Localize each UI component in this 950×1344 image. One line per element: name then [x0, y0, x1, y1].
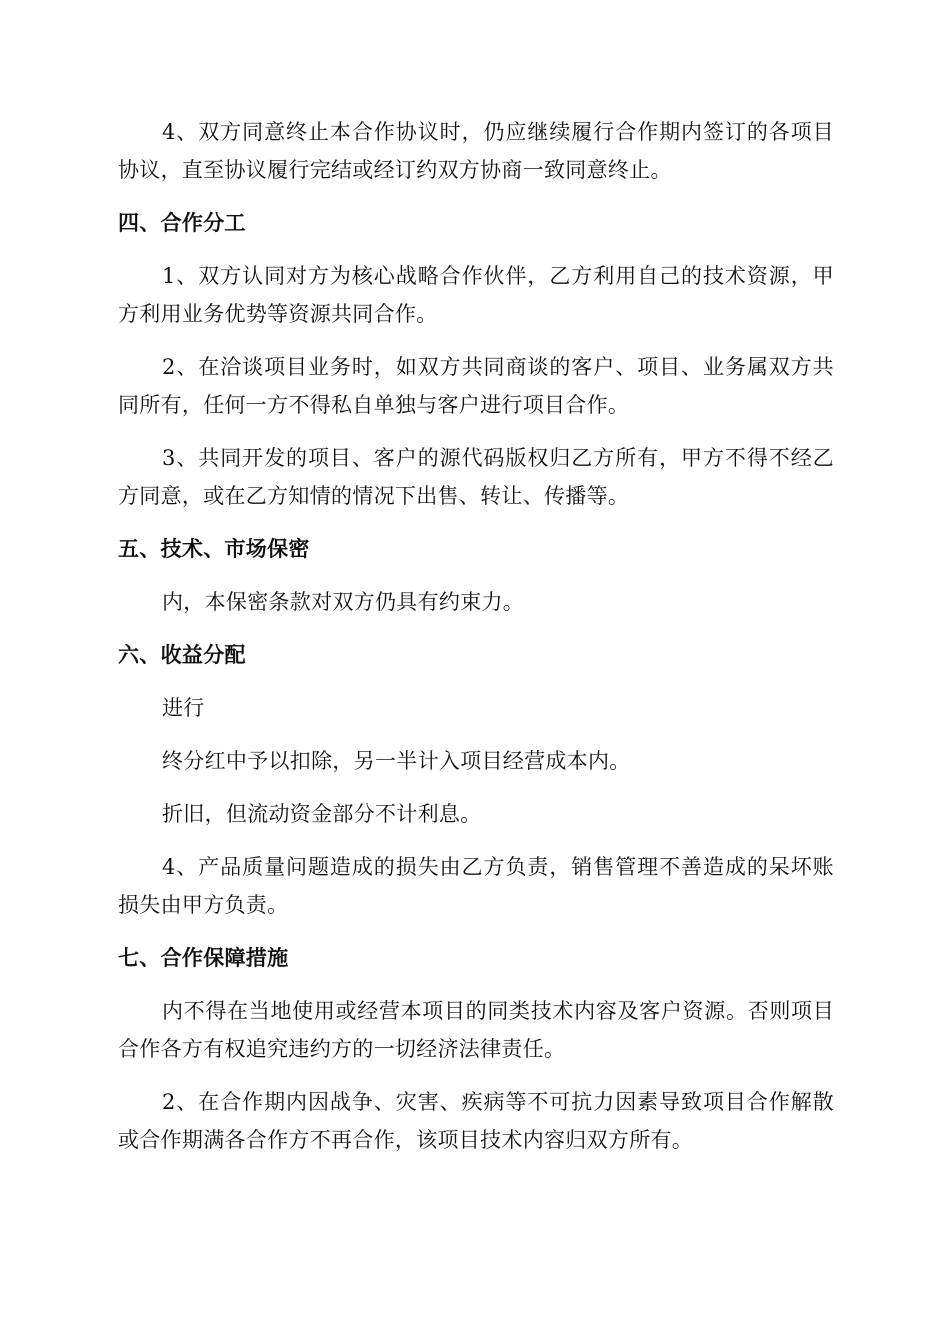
section-heading-profit-distribution: 六、收益分配	[118, 642, 246, 667]
section-heading-safeguards: 七、合作保障措施	[118, 945, 289, 970]
paragraph-profit-proceed: 进行	[162, 696, 205, 720]
paragraph-quality-loss: 4、产品质量问题造成的损失由乙方负责，销售管理不善造成的呆坏账损失由甲方负责。	[118, 855, 834, 917]
section-heading-cooperation-division: 四、合作分工	[118, 210, 246, 235]
paragraph-non-compete: 内不得在当地使用或经营本项目的同类技术内容及客户资源。否则项目合作各方有权追究违约方的一切经济法律责任。	[118, 999, 834, 1061]
paragraph-joint-clients: 2、在洽谈项目业务时，如双方共同商谈的客户、项目、业务属双方共同所有，任何一方不得私自单独与客户进行项目合作。	[118, 355, 834, 417]
paragraph-force-majeure: 2、在合作期内因战争、灾害、疾病等不可抗力因素导致项目合作解散或合作期满各合作方不再合作，该项目技术内容归双方所有。	[118, 1090, 834, 1152]
paragraph-profit-depreciation: 折旧，但流动资金部分不计利息。	[162, 802, 482, 826]
paragraph-profit-dividend: 终分红中予以扣除，另一半计入项目经营成本内。	[162, 749, 631, 773]
section-heading-confidentiality: 五、技术、市场保密	[118, 536, 310, 561]
paragraph-termination-clause: 4、双方同意终止本合作协议时，仍应继续履行合作期内签订的各项目协议，直至协议履行完结或经订约双方协商一致同意终止。	[118, 120, 834, 182]
document-page	[118, 113, 834, 1174]
paragraph-confidentiality-binding: 内，本保密条款对双方仍具有约束力。	[162, 590, 525, 614]
paragraph-source-code-copyright: 3、共同开发的项目、客户的源代码版权归乙方所有，甲方不得不经乙方同意，或在乙方知情的情况下出售、转让、传播等。	[118, 446, 834, 508]
paragraph-strategic-partner: 1、双方认同对方为核心战略合作伙伴，乙方利用自己的技术资源，甲方利用业务优势等资源共同合作。	[118, 264, 834, 326]
